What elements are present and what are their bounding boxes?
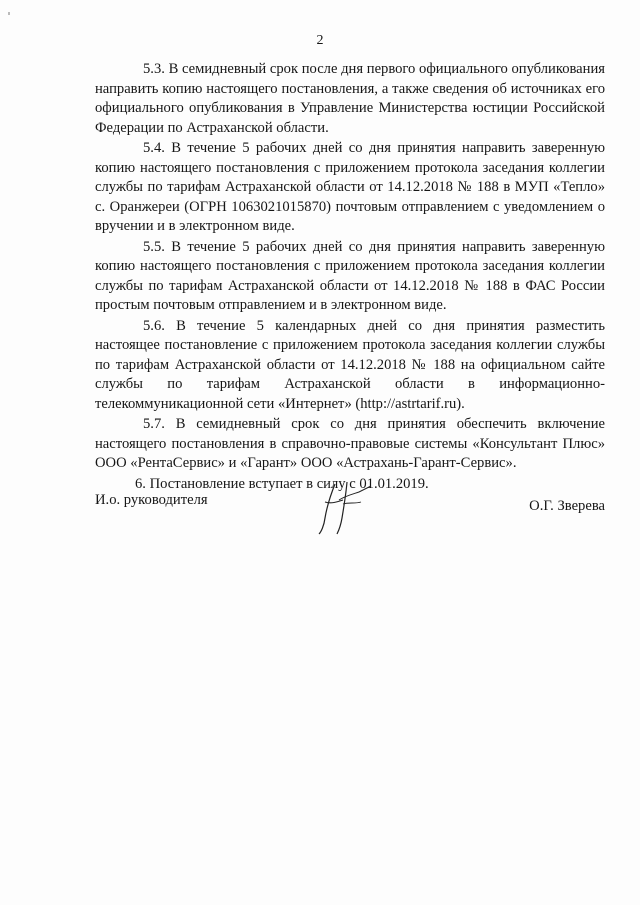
- paragraph-5-4: 5.4. В течение 5 рабочих дней со дня принятия направить заверенную копию настоящего постановления с приложением протокола заседания коллегии службы по тарифам Астраханской области от 14.12.2018 № 188 в МУП «Тепло» с. Оранжереи (ОГРН 1063021015870) почтовым отправлением с уведомлением о вручении и в электронном виде.: [95, 140, 605, 234]
- signatory-name: О.Г. Зверева: [529, 498, 605, 514]
- scan-speck: [8, 12, 10, 15]
- paragraph-6: 6. Постановление вступает в силу с 01.01.2019.: [135, 475, 429, 492]
- signature-scribble-icon: [317, 480, 377, 536]
- document-body: [95, 60, 605, 495]
- paragraph-5-5: 5.5. В течение 5 рабочих дней со дня принятия направить заверенную копию настоящего постановления с приложением протокола заседания коллегии службы по тарифам Астраханской области от 14.12.2018 № 188 в ФАС России простым почтовым отправлением и в электронном виде.: [95, 238, 605, 313]
- paragraph-5-7: 5.7. В семидневный срок со дня принятия обеспечить включение настоящего постановления в справочно-правовые системы «Консультант Плюс» ООО «РентаСервис» и «Гарант» ООО «Астрахань-Гарант-Сервис».: [95, 416, 605, 471]
- paragraph-5-3: 5.3. В семидневный срок после дня первого официального опубликования направить копию настоящего постановления, а также сведения об источниках его официального опубликования в Управление Министерства юстиции Российской Федерации по Астраханской области.: [95, 61, 605, 136]
- page-number: 2: [316, 33, 324, 48]
- signatory-title: И.о. руководителя: [95, 492, 208, 508]
- paragraph-5-6: 5.6. В течение 5 календарных дней со дня принятия разместить настоящее постановление с приложением протокола заседания коллегии службы по тарифам Астраханской области от 14.12.2018 № 188 на официальном сайте службы по тарифам Астраханской области в информационно-телекоммуникационной сети «Интернет» (http://astrtarif.ru).: [95, 317, 605, 412]
- signature-block: [95, 488, 605, 538]
